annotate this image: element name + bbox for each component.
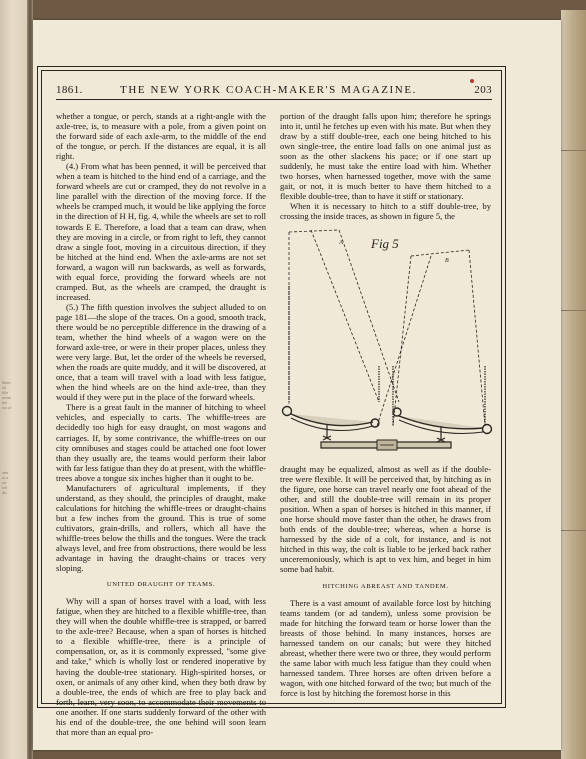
paragraph: whether a tongue, or perch, stands at a right-angle with the axle-tree, is, to measure with a pole, from a given point on the forward side of each axle-arm, to the middle of the end of the tongue, or perch. If the distances are equal, it is all right. (56, 111, 266, 162)
header-title: THE NEW YORK COACH-MAKER'S MAGAZINE. (120, 84, 417, 96)
figure-label-a: A (339, 240, 344, 246)
figure-label-b: B (445, 258, 449, 264)
ink-mark (470, 79, 474, 83)
paragraph: Why will a span of horses travel with a load, with less fatigue, when they are hitched to a flexible whiffle-tree, than they will when the double whiffle-tree is strapped, or barred to the axle-tree? Because, when a span of horses is hitched to a flexible whiffle-tree, there is a principle of compensation, or, as it is commonly expressed, "some give and take," which is wholly lost or rendered inoperative by having the double-tree stationary. High-spirited horses, or oxen, or animals of any other kind, when they both draw by a double-tree, the ends of which are free to play back and forth, learn, very soon, to accommodate their movements to one another. If one starts suddenly forward of the other with his end of the double-tree, the one behind will soon learn that more than an equal pro- (56, 596, 266, 737)
figure-5-doubletree-illustration (281, 226, 493, 462)
paragraph: There is a vast amount of available force lost by hitching teams tandem (or ad tandem), unless some provision be made for hitching the forward team or horse lower than the breasts of those behind. In many instances, horses are harnessed tandem on our canals; but were they hitched abreast, whether there were two or three, they would perform the same labor with much less fatigue than they could when harnessed tandem. Three horses are often driven before a wagon, with one hitched forward of the two; but much of the force is lost by hitching the foremost horse in this (280, 597, 491, 698)
figure-caption: Fig 5 (371, 236, 399, 251)
clevis (437, 426, 445, 442)
paragraph: Manufacturers of agricultural implements, if they understand, as they should, the principles of draught, make calculations for hitching the whiffle-trees or draught-chains but a few inches from the ground. This is true of some cultivators, grain-drills, and rollers, which all have the whiffle-trees below the thills and the tongues. Were the track always level, and free from obstructions, there would be less advantage in having the draught-chains or traces very sloping. (56, 482, 266, 574)
dashed-trace-line (377, 256, 431, 426)
trace-ring (283, 407, 292, 416)
paragraph: draught may be equalized, almost as well as if the double-tree were flexible. It will be perceived that, by hitching as in the figure, one horse can travel nearly one foot ahead of the other, and still the double-tree will remain in its proper position. When a span of horses is hitched in this manner, if one horse should move faster than the other, he draws from both ends of the double-tree; whereas, when a horse is harnessed by the side of a colt, for instance, and is not hitched in this way, the colt is liable to be jerked back rather unceremoniously, which is apt to vex him, and beget in him some bad habit. (280, 464, 491, 575)
header-rule (56, 99, 492, 100)
header-page-number: 203 (474, 84, 492, 96)
section-heading: HITCHING ABREAST AND TANDEM. (322, 582, 449, 590)
dashed-trace-line (393, 256, 411, 426)
left-column (56, 111, 266, 737)
dashed-trace-line (469, 250, 485, 426)
paragraph: (4.) From what has been penned, it will be perceived that when a team is hitched to the hind end of a carriage, and the forward wheels are cut or cramped, they do not revolve in a line parallel with the direction of the moving force. If the wheels be cramped much, it would be like applying the force in the direction of H H, fig. 4, while the wheels are set to roll towards E E. Therefore, a load that a team can draw, when they are moving in a circle, or from right to left, they cannot draw a single foot, moving in a circuitous direction, if they be hitched at the hind end. When the axle-arms are not set forward, a wagon will run backwards, as well as forwards, with equal force, providing the forward wheels are not cramped. But, as the wheels are cramped, the draught is increased. (56, 161, 266, 302)
book-page-edges (561, 10, 586, 759)
header-year: 1861. (56, 84, 83, 96)
section-heading: UNITED DRAUGHT OF TEAMS. (106, 581, 216, 589)
right-column-bottom (280, 464, 491, 698)
dashed-trace-line (289, 230, 339, 232)
clevis (323, 424, 331, 440)
adjacent-page-edge: llinec alt lifts mean the iou of ates ar a on ted dic (0, 0, 30, 759)
paragraph: There is a great fault in the manner of hitching to wheel vehicles, and especially to carts. The whiffle-trees are decidedly too high for easy draught, on most wagons and carriages. If, by some contrivance, the whiffle-trees on our city omnibuses and stages could be attached one foot lower than they usually are, the teams would perform their labor with far less fatigue than they do at present, with the whiffle-trees above a tongue six inches higher than it ought to be. (56, 402, 266, 483)
trace-ring (483, 425, 492, 434)
running-header (56, 84, 496, 98)
paragraph: portion of the draught falls upon him; therefore he springs into it, until he fetches up even with his mate. But when they draw by a stiff double-tree, each one being hitched to his own single-tree, the entire load falls on one animal just as soon as the other slackens his pace; or if one start up suddenly, he must take the entire load with him. Whether two horses, when harnessed together, move with the same gait, or not, it is much better to have them hitched to a flexible double-tree, than to have it stiff or stationary. (280, 111, 491, 202)
paragraph: (5.) The fifth question involves the subject alluded to on page 181—the slope of the traces. On a good, smooth track, there would be no perceptible difference in the drawing of a team, whether the hind wheels of a wagon were on the forward axle-tree, or were in their proper places, unless they were very large. But, let the order of the wheels be reversed, when the roads are quite muddy, and it will be discovered, at once, that a team will travel with a load with less fatigue, when the hind wheels are on the hind axle-tree, than they would if they were put in the place of the forward wheels. (56, 301, 266, 403)
dashed-trace-line (411, 250, 469, 256)
right-column-top (280, 111, 491, 222)
paragraph: When it is necessary to hitch to a stiff double-tree, by crossing the inside traces, as shown in figure 5, the (280, 201, 491, 222)
